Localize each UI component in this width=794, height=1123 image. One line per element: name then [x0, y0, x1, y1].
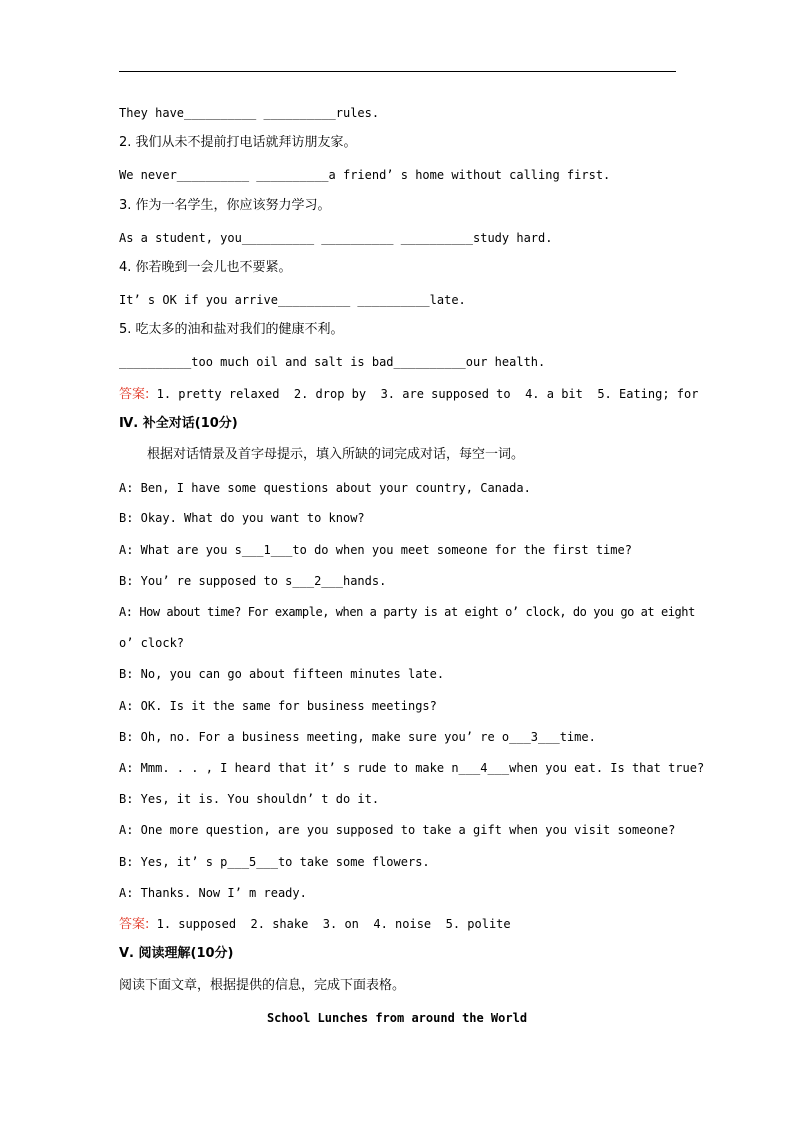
header-rule — [119, 71, 676, 72]
text-line: They have__________ __________rules. — [119, 106, 380, 120]
dialogue-line: B: No, you can go about fifteen minutes late. — [119, 667, 445, 681]
text-line: As a student, you__________ __________ __________study hard. — [119, 231, 553, 245]
dialogue-line: A: OK. Is it the same for business meetings? — [119, 699, 437, 713]
dialogue-line: o’ clock? — [119, 636, 185, 650]
text-line: __________too much oil and salt is bad__________our health. — [119, 355, 546, 369]
dialogue-line: B: Yes, it is. You shouldn’ t do it. — [119, 792, 380, 806]
section-5-title: Ⅴ. 阅读理解(10分) — [119, 946, 234, 961]
question-3: 3. 作为一名学生，你应该努力学习。 — [119, 198, 331, 213]
answer-text: 1. pretty relaxed 2. drop by 3. are supposed to 4. a bit 5. Eating; for — [149, 387, 699, 401]
question-4: 4. 你若晚到一会儿也不要紧。 — [119, 260, 292, 275]
answer-line-1 — [119, 386, 698, 403]
section-4-title: Ⅳ. 补全对话(10分) — [119, 416, 238, 431]
dialogue-line: A: What are you s___1___to do when you meet someone for the first time? — [119, 543, 632, 557]
answer-label: 答案: — [119, 917, 150, 932]
article-title: School Lunches from around the World — [266, 1011, 528, 1025]
dialogue-line: B: Yes, it’ s p___5___to take some flowers. — [119, 855, 430, 869]
dialogue-line: A: Mmm. . . , I heard that it’ s rude to make n___4___when you eat. Is that true? — [119, 761, 705, 775]
section-4-instruction: 根据对话情景及首字母提示，填入所缺的词完成对话，每空一词。 — [147, 447, 525, 462]
dialogue-line: B: Oh, no. For a business meeting, make sure you’ re o___3___time. — [119, 730, 596, 744]
question-2: 2. 我们从未不提前打电话就拜访朋友家。 — [119, 135, 357, 150]
dialogue-line: A: Ben, I have some questions about your country, Canada. — [119, 481, 531, 495]
dialogue-line: B: You’ re supposed to s___2___hands. — [119, 574, 387, 588]
text-line: We never__________ __________a friend’ s home without calling first. — [119, 168, 611, 182]
dialogue-line: A: Thanks. Now I’ m ready. — [119, 886, 307, 900]
answer-label: 答案: — [119, 387, 150, 402]
answer-text: 1. supposed 2. shake 3. on 4. noise 5. polite — [149, 917, 511, 931]
dialogue-line: A: How about time? For example, when a party is at eight o’ clock, do you go at eight — [119, 605, 695, 619]
answer-line-2 — [119, 916, 511, 933]
section-5-instruction: 阅读下面文章，根据提供的信息，完成下面表格。 — [119, 978, 406, 993]
text-line: It’ s OK if you arrive__________ __________late. — [119, 293, 466, 307]
dialogue-line: A: One more question, are you supposed to take a gift when you visit someone? — [119, 823, 676, 837]
question-5: 5. 吃太多的油和盐对我们的健康不利。 — [119, 322, 344, 337]
dialogue-line: B: Okay. What do you want to know? — [119, 511, 365, 525]
